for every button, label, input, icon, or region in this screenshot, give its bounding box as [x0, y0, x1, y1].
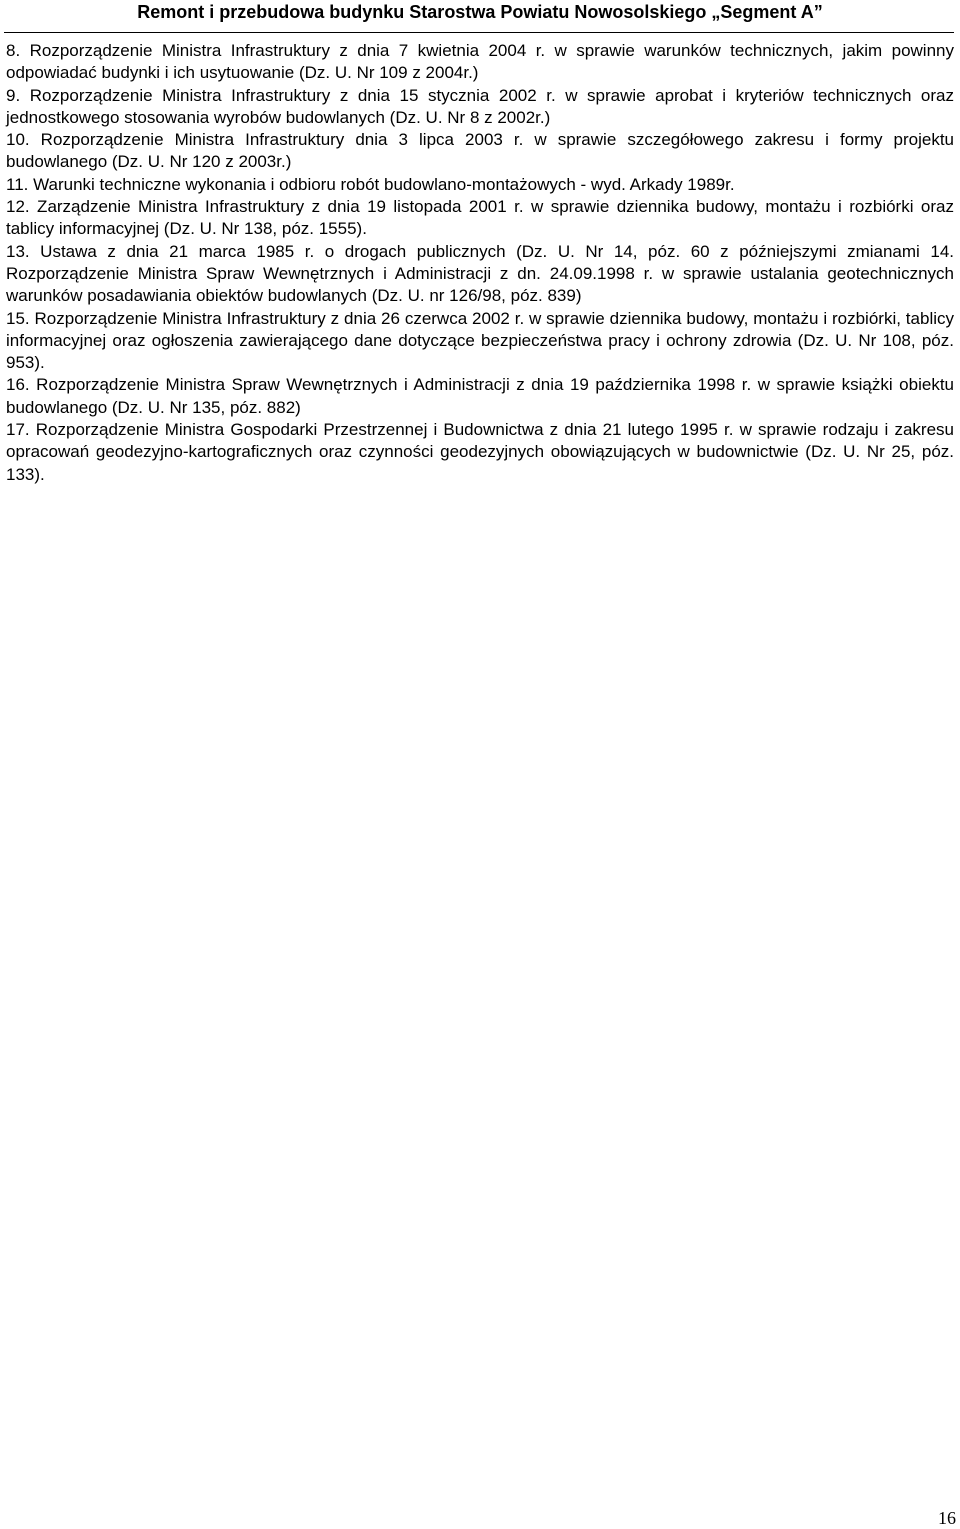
list-item-9: 9. Rozporządzenie Ministra Infrastruktury z dnia 15 stycznia 2002 r. w sprawie aprobat i kryteriów technicznych oraz jednostkowego stosowania wyrobów budowlanych (Dz. U. Nr 8 z 2002r.) — [6, 85, 954, 127]
list-item-10: 10. Rozporządzenie Ministra Infrastruktury dnia 3 lipca 2003 r. w sprawie szczegółowego zakresu i formy projektu budowlanego (Dz. U. Nr 120 z 2003r.) — [6, 130, 954, 172]
list-item-12: 12. Zarządzenie Ministra Infrastruktury z dnia 19 listopada 2001 r. w sprawie dziennika budowy, montażu i rozbiórki oraz tablicy informacyjnej (Dz. U. Nr 138, póz. 1555). — [6, 197, 954, 239]
header-divider — [4, 32, 954, 33]
list-item-13-14: 13. Ustawa z dnia 21 marca 1985 r. o drogach publicznych (Dz. U. Nr 14, póz. 60 z późniejszymi zmianami 14. Rozporządzenie Ministra Spraw Wewnętrznych i Administracji z dn. 24.09.1998 r. w sprawie ustalania geotechnicznych warunków posadawiania obiektów budowlanych (Dz. U. nr 126/98, póz. 839) — [6, 241, 954, 306]
page-header-title: Remont i przebudowa budynku Starostwa Powiatu Nowosolskiego „Segment A” — [137, 2, 823, 22]
list-item-8: 8. Rozporządzenie Ministra Infrastruktury z dnia 7 kwietnia 2004 r. w sprawie warunków technicznych, jakim powinny odpowiadać budynki i ich usytuowanie (Dz. U. Nr 109 z 2004r.) — [6, 41, 954, 83]
list-item-16: 16. Rozporządzenie Ministra Spraw Wewnętrznych i Administracji z dnia 19 października 1998 r. w sprawie książki obiektu budowlanego (Dz. U. Nr 135, póz. 882) — [6, 375, 954, 417]
list-item-11: 11. Warunki techniczne wykonania i odbioru robót budowlano-montażowych - wyd. Arkady 1989r. — [6, 174, 735, 194]
regulations-list — [6, 40, 954, 486]
list-item-17: 17. Rozporządzenie Ministra Gospodarki Przestrzennej i Budownictwa z dnia 21 lutego 1995 r. w sprawie rodzaju i zakresu opracowań geodezyjno-kartograficznych oraz czynności geodezyjnych obowiązujących w budownictwie (Dz. U. Nr 25, póz. 133). — [6, 420, 954, 484]
list-item-15: 15. Rozporządzenie Ministra Infrastruktury z dnia 26 czerwca 2002 r. w sprawie dziennika budowy, montażu i rozbiórki, tablicy informacyjnej oraz ogłoszenia zawierającego dane dotyczące bezpieczeństwa pracy i ochrony zdrowia (Dz. U. Nr 108, póz. 953). — [6, 308, 954, 373]
page-number: 16 — [938, 1508, 956, 1528]
